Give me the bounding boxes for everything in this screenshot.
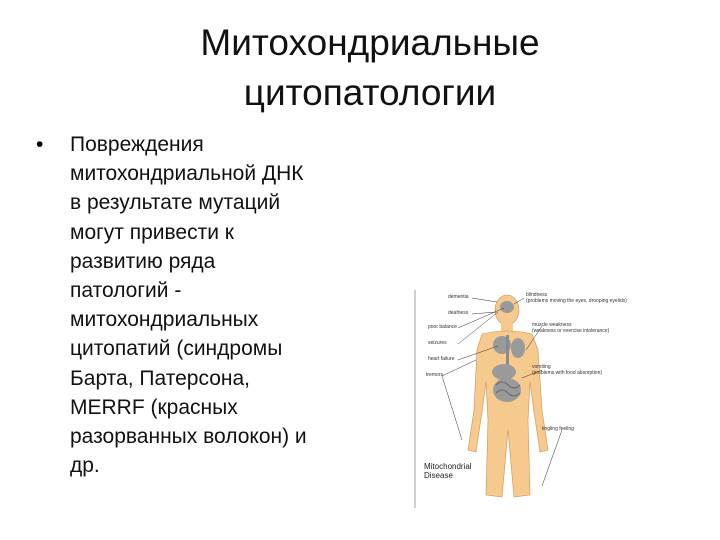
label-vomiting-note: (problems with food absorption) xyxy=(532,370,603,376)
label-tremors: tremors xyxy=(426,372,443,378)
slide-title: Митохондриальные цитопатологии xyxy=(200,22,540,113)
label-blindness: blindness xyxy=(526,292,548,298)
label-blindness-note: (problems moving the eyes, drooping eyelids) xyxy=(526,298,627,304)
label-tingling-feeling: tingling feeling xyxy=(542,426,574,432)
label-vomiting: vomiting xyxy=(532,364,551,370)
label-dementia: dementia xyxy=(448,294,469,300)
label-seizures: seizures xyxy=(428,340,447,346)
label-poor-balance: poor balance xyxy=(428,324,457,330)
bullet-text: Повреждения митохондриальной ДНК в результате мутаций могут привести к развитию ряда патологий - митохондриальных цитопатий (синдромы Барта, Патерсона, MERRF (красных разорванных волокон) и др. xyxy=(70,133,307,478)
figure-caption: Mitochondrial Disease xyxy=(424,462,472,480)
label-muscle-weakness-note: (weakness or exercise intolerance) xyxy=(532,328,610,334)
label-heart-failure: heart failure xyxy=(428,356,455,362)
bullet-marker: • xyxy=(36,133,44,156)
label-deafness: deafness xyxy=(448,310,469,316)
mitochondrial-disease-figure xyxy=(414,290,627,508)
label-muscle-weakness: muscle weakness xyxy=(532,322,572,328)
bullet-item xyxy=(36,130,356,480)
